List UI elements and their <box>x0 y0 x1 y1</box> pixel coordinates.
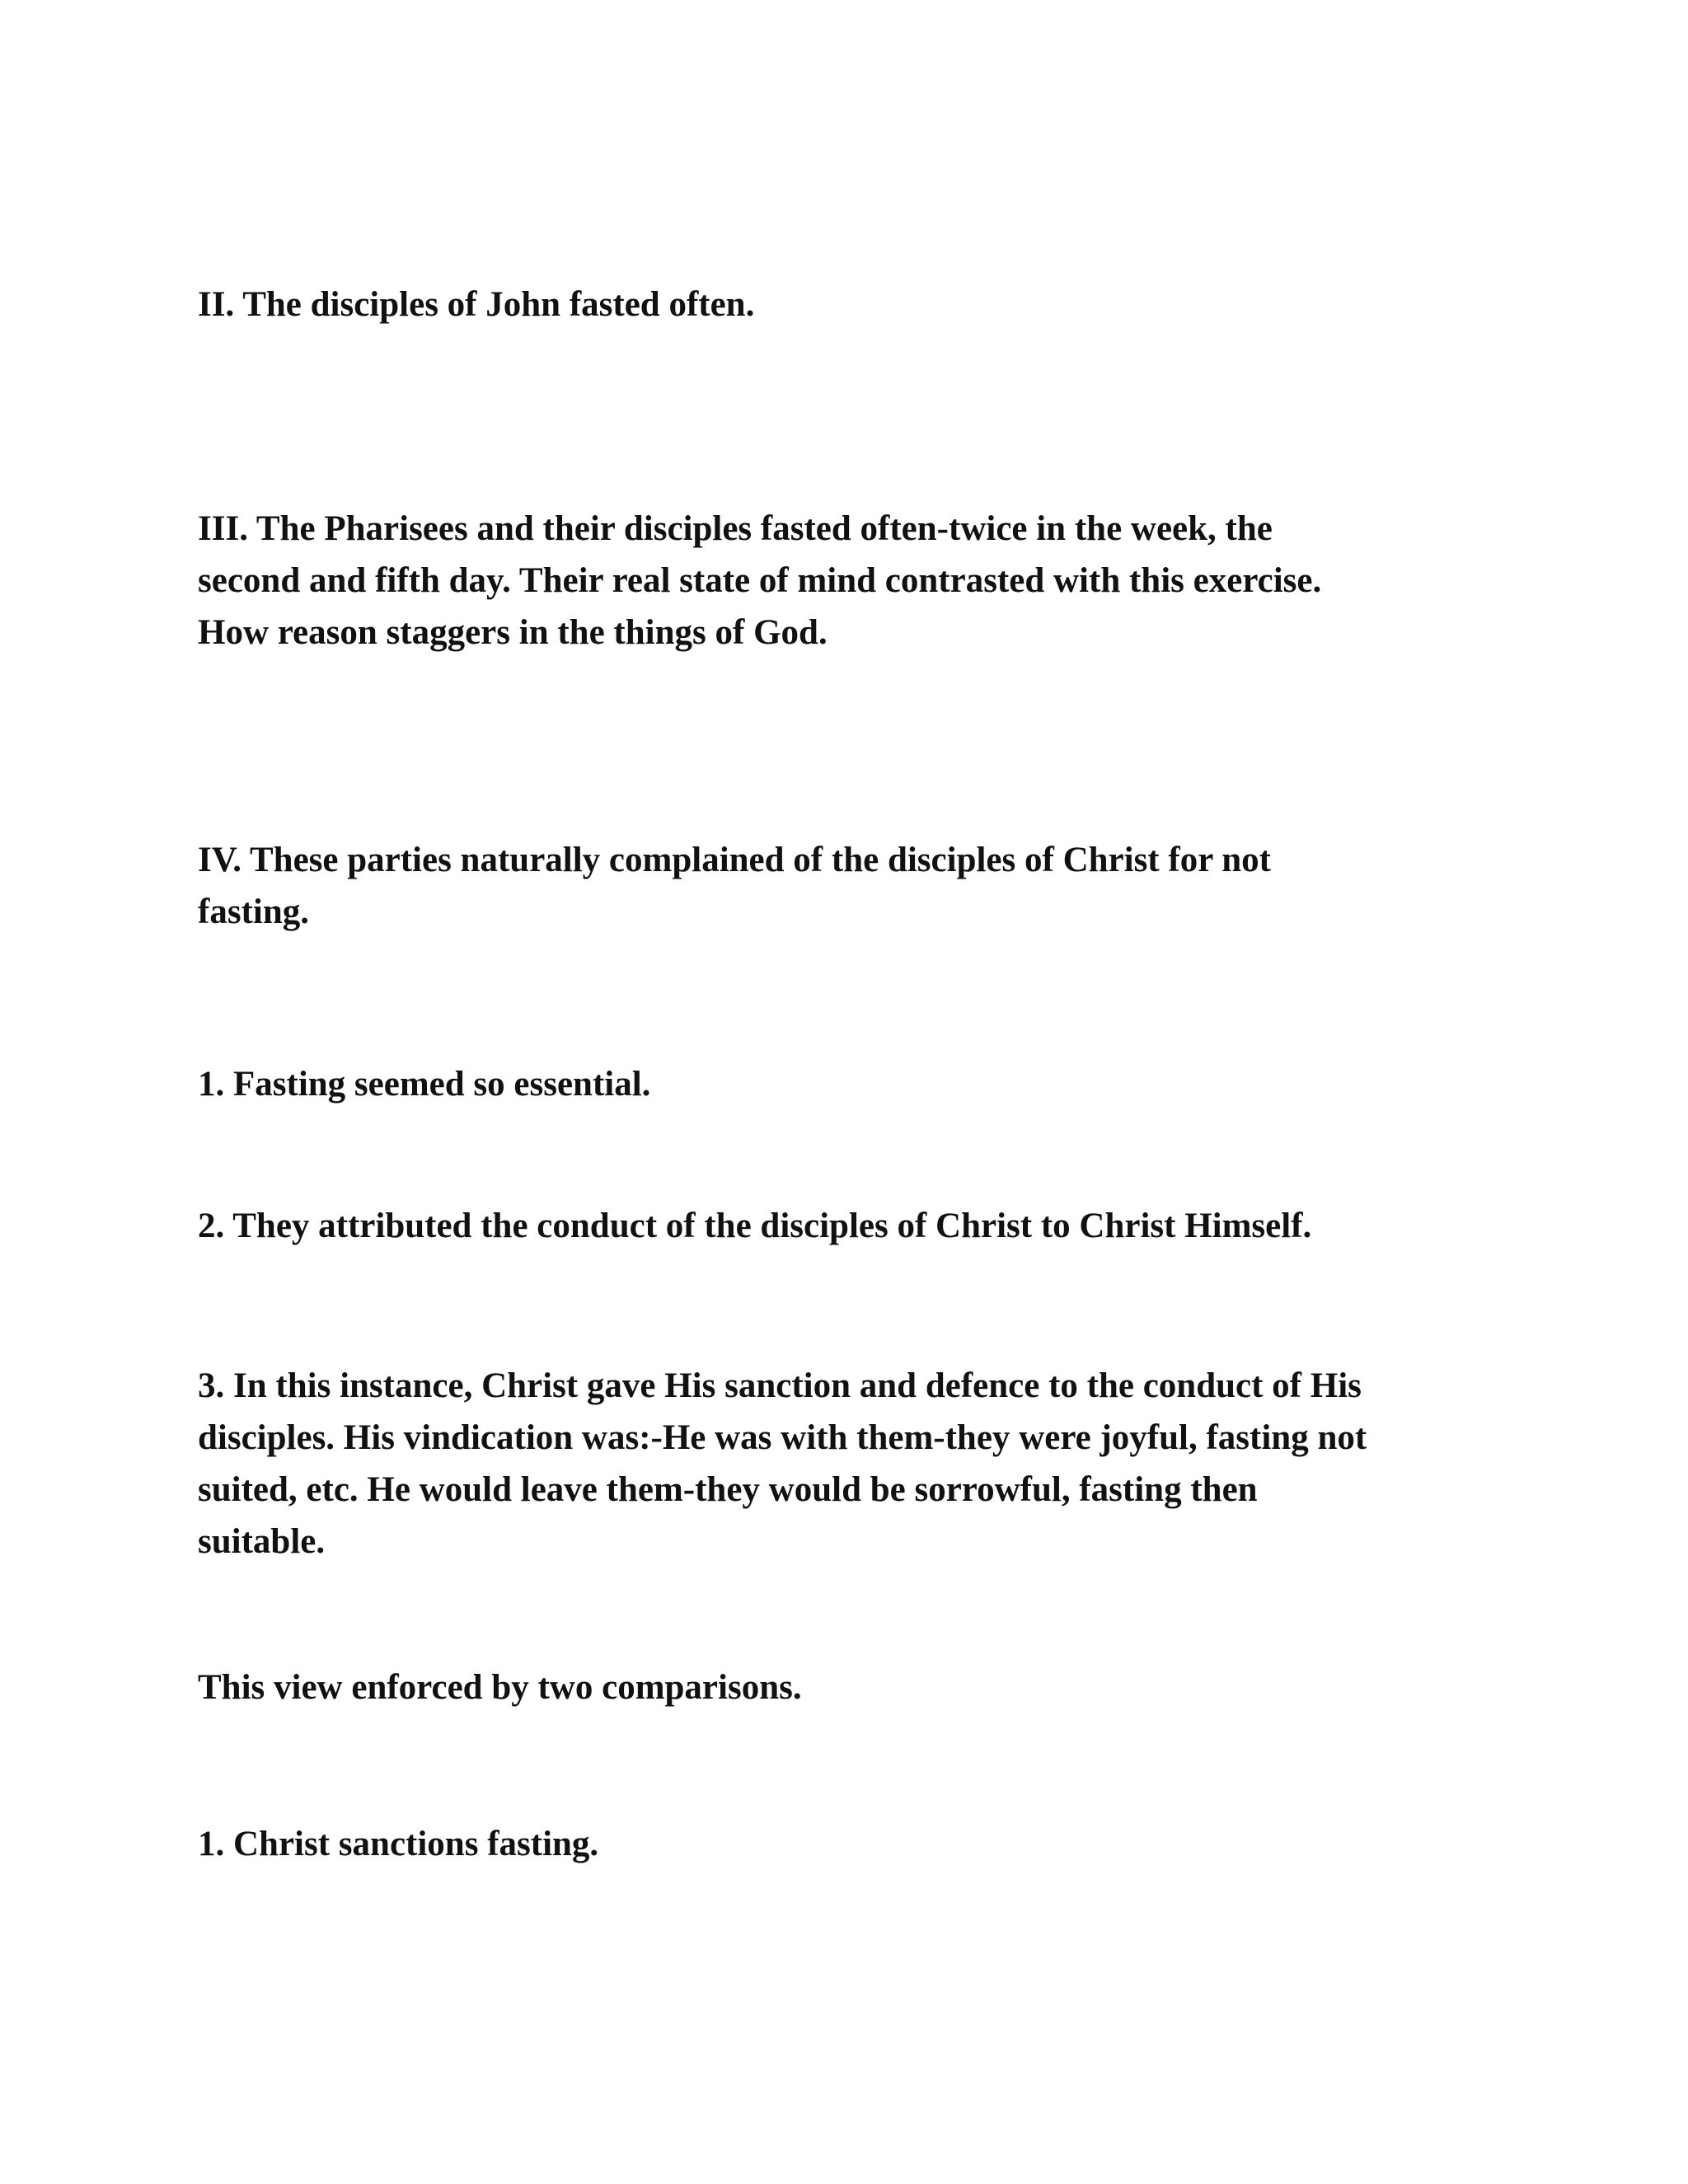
paragraph-ii-disciples-of-john: II. The disciples of John fasted often. <box>198 285 755 324</box>
paragraph-iii-pharisees: III. The Pharisees and their disciples fasted often-twice in the week, the second and fifth day. Their real state of mind contrasted with this exercise. How reason staggers in the things of God. <box>198 509 1322 652</box>
paragraph-two-comparisons: This view enforced by two comparisons. <box>198 1668 802 1707</box>
list-item-attributed-conduct: 2. They attributed the conduct of the disciples of Christ to Christ Himself. <box>198 1207 1312 1245</box>
list-item-fasting-essential: 1. Fasting seemed so essential. <box>198 1065 651 1104</box>
list-item-christ-sanction: 3. In this instance, Christ gave His sanction and defence to the conduct of His disciples. His vindication was:-He was with them-they were joyful, fasting not suited, etc. He would leave them-they would be sorrowful, fasting then suitable. <box>198 1366 1367 1561</box>
paragraph-iv-parties-complained: IV. These parties naturally complained of the disciples of Christ for not fasting. <box>198 841 1271 931</box>
list-item-christ-sanctions-fasting: 1. Christ sanctions fasting. <box>198 1825 599 1863</box>
